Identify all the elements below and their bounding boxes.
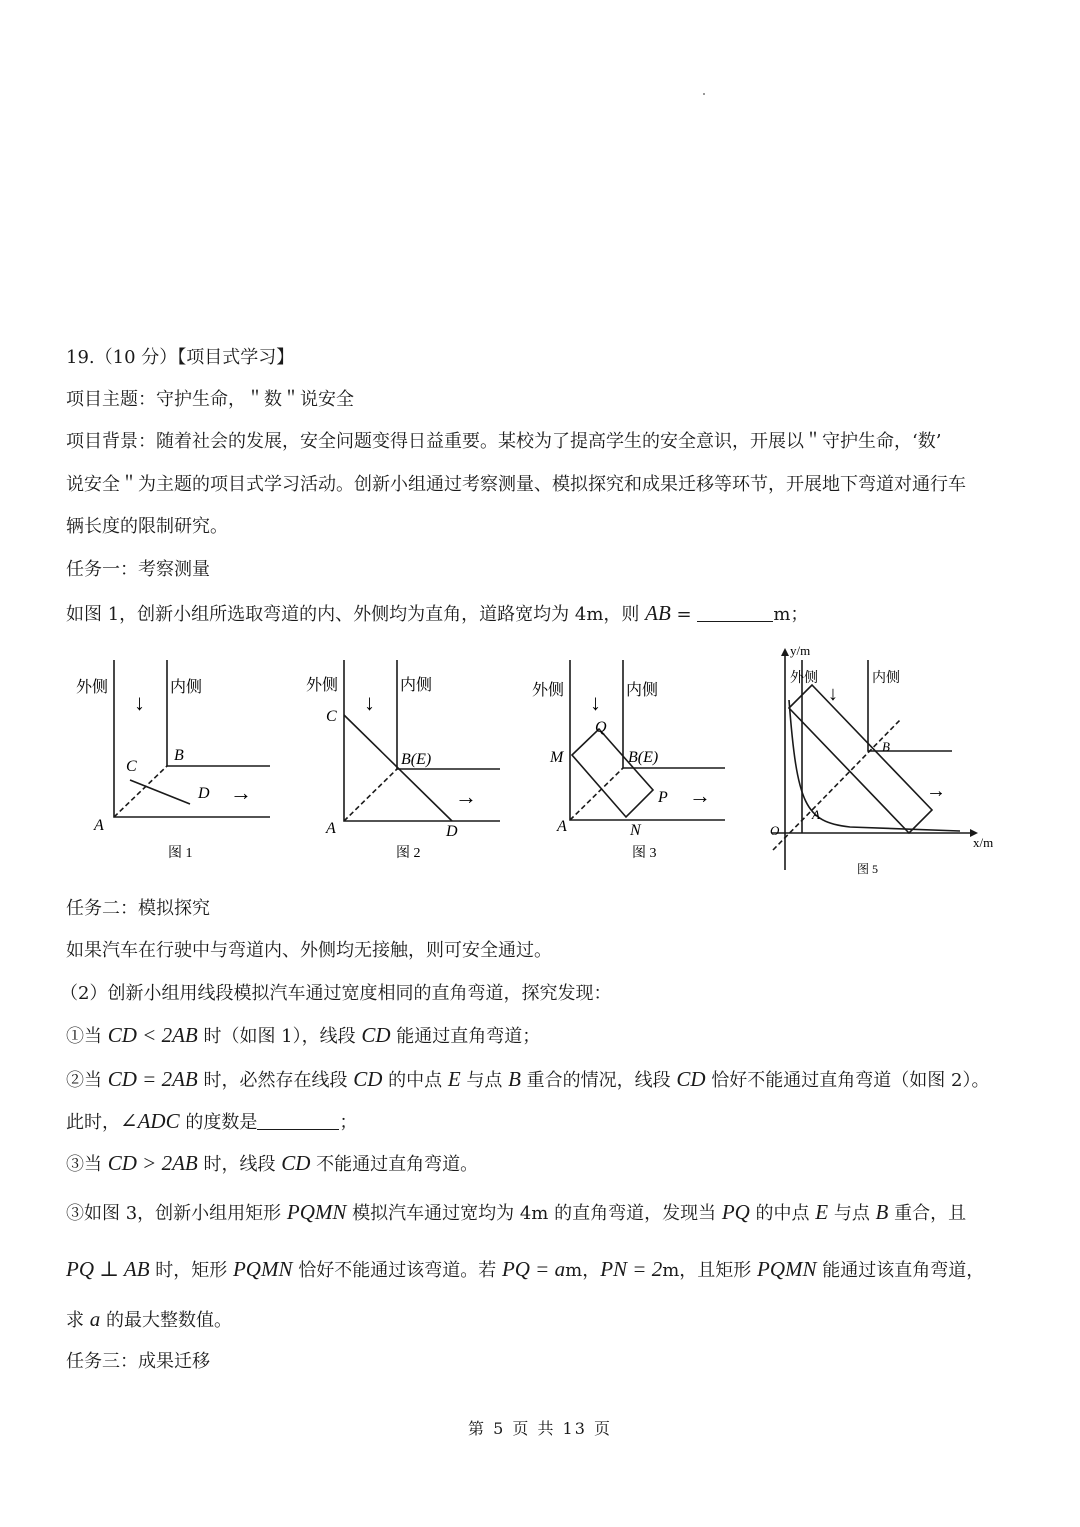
fig1-inner-label: 内侧	[170, 679, 203, 696]
fig3-point-a: A	[557, 818, 567, 835]
page-footer: 第 5 页 共 13 页	[468, 1419, 612, 1438]
project-background-line-3: 辆长度的限制研究。	[66, 516, 228, 537]
answer-blank-ab[interactable]	[697, 603, 773, 622]
fig3-outer-label: 外侧	[532, 682, 565, 699]
part3-line-2: PQ ⊥ AB 时，矩形 PQMN 恰好不能通过该弯道。若 PQ = am，PN = 2m，且矩形 PQMN 能通过该直角弯道，	[66, 1257, 985, 1281]
fig5-point-b: B	[882, 739, 890, 754]
fig1-down-arrow-icon: ↓	[134, 690, 145, 715]
fig1-caption: 图 1	[168, 846, 193, 861]
answer-blank-angle[interactable]	[257, 1111, 339, 1130]
fig3-point-p: P	[658, 789, 668, 806]
fig1-point-c: C	[126, 758, 137, 775]
fig5-point-a: A	[812, 807, 820, 822]
math-ab: AB	[645, 601, 671, 625]
fig2-right-arrow-icon: →	[455, 784, 477, 809]
fig2-outer-label: 外侧	[306, 677, 339, 694]
fig2-point-a: A	[326, 820, 336, 837]
corner-figures	[60, 640, 1020, 880]
fig3-point-n: N	[630, 822, 641, 839]
fig3-down-arrow-icon: ↓	[590, 690, 601, 715]
fig1-point-d: D	[198, 785, 210, 802]
fig5-origin-label: O	[770, 823, 780, 838]
fig3-right-arrow-icon: →	[689, 783, 711, 808]
fig3-caption: 图 3	[632, 846, 657, 861]
fig1-right-arrow-icon: →	[230, 780, 252, 805]
fig5-right-arrow-icon: →	[926, 780, 946, 802]
project-background-line-2: 说安全＂为主题的项目式学习活动。创新小组通过考察测量、模拟探究和成果迁移等环节，开展地下弯道对通行车	[66, 474, 966, 495]
fig1-point-b: B	[174, 747, 184, 764]
question-header: 19.（10 分）【项目式学习】	[66, 347, 295, 368]
fig3-point-be: B(E)	[628, 749, 659, 766]
fig5-down-arrow-icon: ↓	[828, 683, 838, 705]
case-3: ③当 CD > 2AB 时，线段 CD 不能通过直角弯道。	[66, 1151, 479, 1175]
fig5-caption: 图 5	[857, 862, 879, 876]
fig2-inner-label: 内侧	[400, 677, 433, 694]
task2-title: 任务二：模拟探究	[66, 898, 210, 919]
fig1-point-a: A	[94, 817, 104, 834]
fig2-down-arrow-icon: ↓	[364, 690, 375, 715]
fig2-point-c: C	[326, 708, 337, 725]
fig5-outer-label: 外侧	[790, 671, 818, 686]
fig5-y-axis-label: y/m	[790, 643, 811, 658]
case-1: ①当 CD < 2AB 时（如图 1），线段 CD 能通过直角弯道；	[66, 1023, 541, 1047]
task1-title: 任务一：考察测量	[66, 559, 210, 580]
part3-line-3: 求 a 的最大整数值。	[66, 1307, 232, 1331]
project-theme: 项目主题：守护生命，＂数＂说安全	[66, 389, 354, 410]
y-axis-arrow-icon	[781, 648, 789, 656]
part3-line-1: ③如图 3，创新小组用矩形 PQMN 模拟汽车通过宽均为 4m 的直角弯道，发现当 PQ 的中点 E 与点 B 重合，且	[66, 1200, 967, 1224]
case-2-angle-question: 此时，∠ADC 的度数是 ；	[66, 1109, 358, 1133]
project-background-line-1: 项目背景：随着社会的发展，安全问题变得日益重要。某校为了提高学生的安全意识，开展以＂守护生命，‘数’	[66, 431, 942, 452]
task3-title: 任务三：成果迁移	[66, 1351, 210, 1372]
fig3-inner-label: 内侧	[626, 682, 659, 699]
figure-strip	[60, 640, 1020, 880]
case-2: ②当 CD = 2AB 时，必然存在线段 CD 的中点 E 与点 B 重合的情况，线段 CD 恰好不能通过直角弯道（如图 2）。	[66, 1067, 990, 1091]
task1-question: 如图 1，创新小组所选取弯道的内、外侧均为直角，道路宽均为 4m，则 AB = m；	[66, 601, 809, 625]
fig1-outer-label: 外侧	[76, 679, 109, 696]
fig5-inner-label: 内侧	[872, 671, 900, 686]
fig3-point-m: M	[550, 749, 564, 766]
scan-speck	[703, 93, 705, 95]
fig2-point-d: D	[446, 823, 458, 840]
fig5-x-axis-label: x/m	[973, 835, 994, 850]
fig2-point-be: B(E)	[401, 751, 432, 768]
task2-subquestion: （2）创新小组用线段模拟汽车通过宽度相同的直角弯道，探究发现：	[60, 983, 612, 1004]
fig2-caption: 图 2	[396, 846, 421, 861]
task2-intro: 如果汽车在行驶中与弯道内、外侧均无接触，则可安全通过。	[66, 940, 552, 961]
fig3-point-q: Q	[595, 719, 607, 736]
